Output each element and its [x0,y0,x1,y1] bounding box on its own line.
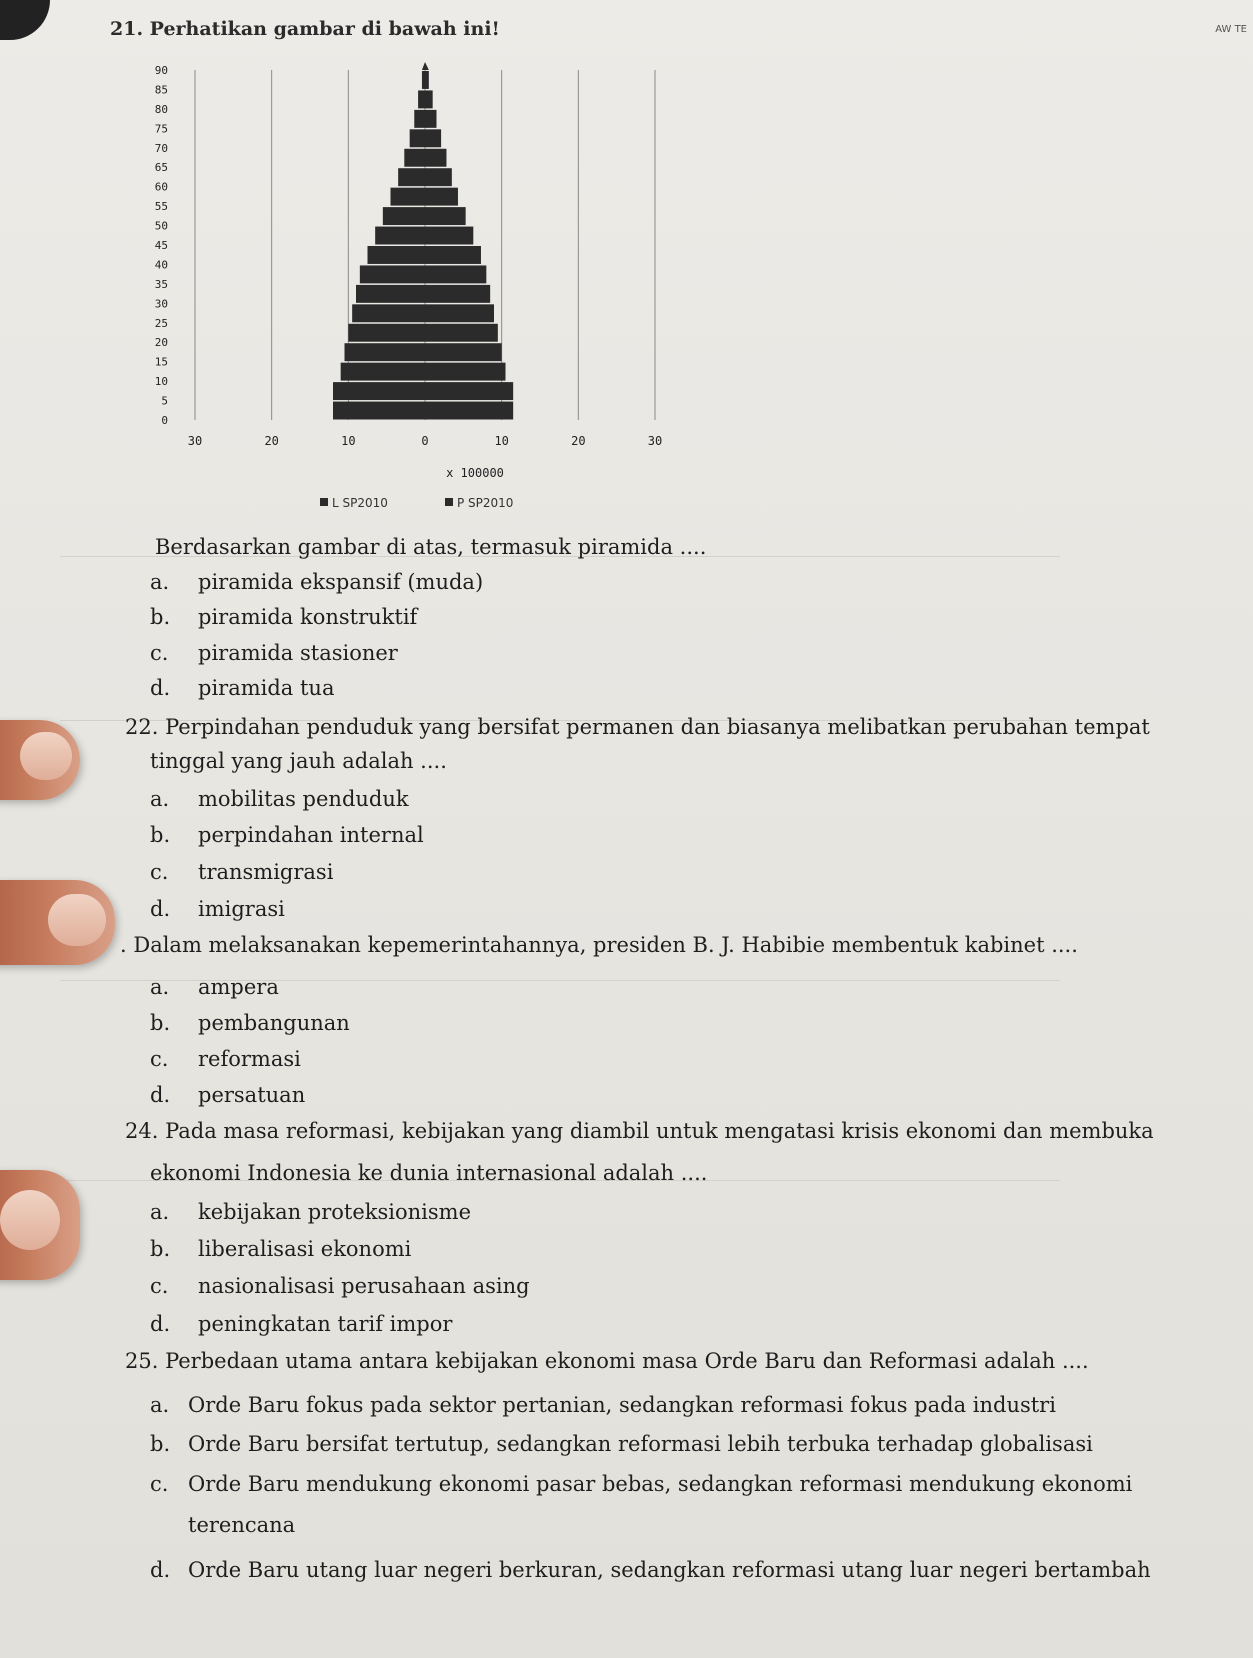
option-letter: b. [150,1432,171,1456]
bar-male-10 [341,363,425,381]
bar-female-75 [425,110,437,128]
option-text: piramida stasioner [198,641,398,665]
age-tick-label: 65 [154,161,168,175]
legend-label: L SP2010 [332,496,388,510]
age-tick-label: 10 [154,375,168,389]
option-letter: b. [150,1011,171,1035]
option-text: piramida konstruktif [198,605,418,629]
bar-male-70 [410,129,425,147]
bar-male-75 [414,110,425,128]
bar-male-45 [375,227,425,245]
option-letter: c. [150,641,169,665]
option-text: peningkatan tarif impor [198,1312,453,1336]
option-25-d[interactable] [150,1558,1151,1582]
x-multiplier-label: x 100000 [446,466,504,480]
option-text: mobilitas penduduk [198,787,409,811]
option-letter: a. [150,1393,170,1417]
x-tick-label: 10 [341,434,356,448]
bar-male-40 [368,246,426,264]
option-letter: c. [150,1472,169,1496]
age-tick-label: 70 [154,141,168,155]
option-letter: a. [150,975,170,999]
option-text: terencana [188,1513,296,1537]
bar-male-30 [356,285,425,303]
option-21-a[interactable] [150,570,483,594]
bar-female-45 [425,227,473,245]
question-24-stem-line-1: 24. Pada masa reformasi, kebijakan yang diambil untuk mengatasi krisis ekonomi dan membuka [125,1119,1154,1143]
question-22-stem-line-2: tinggal yang jauh adalah .... [150,749,447,773]
option-text: kebijakan proteksionisme [198,1200,471,1224]
age-tick-label: 80 [154,102,168,116]
option-letter: d. [150,897,171,921]
option-text: Orde Baru utang luar negeri berkuran, sedangkan reformasi utang luar negeri bertambah [188,1558,1151,1582]
age-tick-label: 85 [154,83,168,97]
bar-male-0 [333,402,425,420]
option-text: piramida tua [198,676,335,700]
page-corner-shadow [0,0,50,40]
age-tick-label: 30 [154,297,168,311]
age-tick-label: 55 [154,200,168,214]
bar-male-50 [383,207,425,225]
legend-swatch [320,498,328,506]
option-23-a[interactable] [150,975,279,999]
option-text: Orde Baru fokus pada sektor pertanian, sedangkan reformasi fokus pada industri [188,1393,1056,1417]
option-text: perpindahan internal [198,823,424,847]
bar-male-20 [348,324,425,342]
option-text: reformasi [198,1047,301,1071]
bar-female-0 [425,402,513,420]
option-21-c[interactable] [150,641,398,665]
age-tick-label: 90 [154,64,168,77]
option-text: liberalisasi ekonomi [198,1237,412,1261]
fingernail [48,894,106,946]
option-23-c[interactable] [150,1047,301,1071]
option-25-a[interactable] [150,1393,1056,1417]
option-22-a[interactable] [150,787,409,811]
bar-female-50 [425,207,466,225]
bar-male-80 [418,90,425,108]
x-tick-label: 10 [494,434,509,448]
pyramid-peak [422,62,429,70]
bar-female-80 [425,90,433,108]
option-text: Orde Baru mendukung ekonomi pasar bebas, sedangkan reformasi mendukung ekonomi [188,1472,1133,1496]
option-23-d[interactable] [150,1083,305,1107]
option-letter: c. [150,1047,169,1071]
finger-photo-artifact [0,1170,80,1280]
option-letter: c. [150,860,169,884]
x-tick-label: 0 [421,434,429,448]
bar-female-15 [425,343,502,361]
fingernail [20,732,72,780]
bar-female-20 [425,324,498,342]
option-text: transmigrasi [198,860,334,884]
bar-male-5 [333,382,425,400]
age-tick-label: 25 [154,316,168,330]
population-pyramid-chart [140,55,700,535]
corner-text: AW TE [1215,24,1247,35]
age-tick-label: 75 [154,122,168,136]
legend-swatch [445,498,453,506]
bar-female-55 [425,188,458,206]
option-22-c[interactable] [150,860,333,884]
question-23-stem: . Dalam melaksanakan kepemerintahannya, presiden B. J. Habibie membentuk kabinet .... [120,933,1078,957]
question-21-prompt: Berdasarkan gambar di atas, termasuk piramida .... [155,535,707,559]
bar-female-40 [425,246,481,264]
bar-male-65 [404,149,425,167]
option-text: Orde Baru bersifat tertutup, sedangkan reformasi lebih terbuka terhadap globalisasi [188,1432,1093,1456]
finger-photo-artifact [0,720,80,800]
bar-female-5 [425,382,513,400]
option-23-b[interactable] [150,1011,350,1035]
option-25-b[interactable] [150,1432,1093,1456]
option-21-b[interactable] [150,605,417,629]
option-text: nasionalisasi perusahaan asing [198,1274,530,1298]
option-24-a[interactable] [150,1200,471,1224]
bar-female-30 [425,285,490,303]
bar-female-70 [425,129,441,147]
age-tick-label: 40 [154,258,168,272]
x-tick-label: 20 [571,434,586,448]
question-25-stem: 25. Perbedaan utama antara kebijakan ekonomi masa Orde Baru dan Reformasi adalah .... [125,1349,1089,1373]
age-tick-label: 5 [161,394,168,408]
age-tick-label: 50 [154,219,168,233]
x-tick-label: 30 [647,434,663,448]
bar-female-25 [425,304,494,322]
option-letter: a. [150,787,170,811]
option-25-c[interactable] [150,1472,1132,1496]
option-letter: d. [150,1558,171,1582]
x-tick-label: 30 [187,434,203,448]
option-22-d[interactable] [150,897,285,921]
bar-male-55 [391,188,426,206]
bar-male-60 [398,168,425,186]
bar-female-85 [425,71,429,89]
option-24-b[interactable] [150,1237,411,1261]
option-text: imigrasi [198,897,285,921]
age-tick-label: 60 [154,180,168,194]
age-tick-label: 0 [161,414,168,427]
bar-male-85 [422,71,425,89]
option-letter: d. [150,676,171,700]
legend-label: P SP2010 [457,496,514,510]
fingernail [0,1190,60,1250]
bar-female-35 [425,265,486,283]
question-24-stem-line-2: ekonomi Indonesia ke dunia internasional adalah .... [150,1161,708,1185]
option-letter: d. [150,1312,171,1336]
bar-female-65 [425,149,446,167]
option-text: piramida ekspansif (muda) [198,570,484,594]
option-text: persatuan [198,1083,306,1107]
option-letter: c. [150,1274,169,1298]
bar-male-15 [345,343,426,361]
option-letter: d. [150,1083,171,1107]
question-21-title: 21. Perhatikan gambar di bawah ini! [110,18,500,40]
option-text: ampera [198,975,279,999]
question-22-stem-line-1: 22. Perpindahan penduduk yang bersifat permanen dan biasanya melibatkan perubahan tempat [125,715,1150,739]
age-tick-label: 35 [154,277,168,291]
option-text: pembangunan [198,1011,350,1035]
option-letter: b. [150,1237,171,1261]
option-letter: b. [150,823,171,847]
age-tick-label: 15 [154,355,168,369]
bar-female-60 [425,168,452,186]
finger-photo-artifact [0,880,115,965]
bar-male-25 [352,304,425,322]
option-letter: a. [150,1200,170,1224]
option-24-c[interactable] [150,1274,530,1298]
option-24-d[interactable] [150,1312,452,1336]
age-tick-label: 20 [154,336,168,350]
option-22-b[interactable] [150,823,424,847]
option-21-d[interactable] [150,676,334,700]
x-tick-label: 20 [264,434,279,448]
option-letter: b. [150,605,171,629]
bar-male-35 [360,265,425,283]
bar-female-10 [425,363,506,381]
age-tick-label: 45 [154,239,168,252]
option-25-c-continuation [188,1513,295,1537]
option-letter: a. [150,570,170,594]
